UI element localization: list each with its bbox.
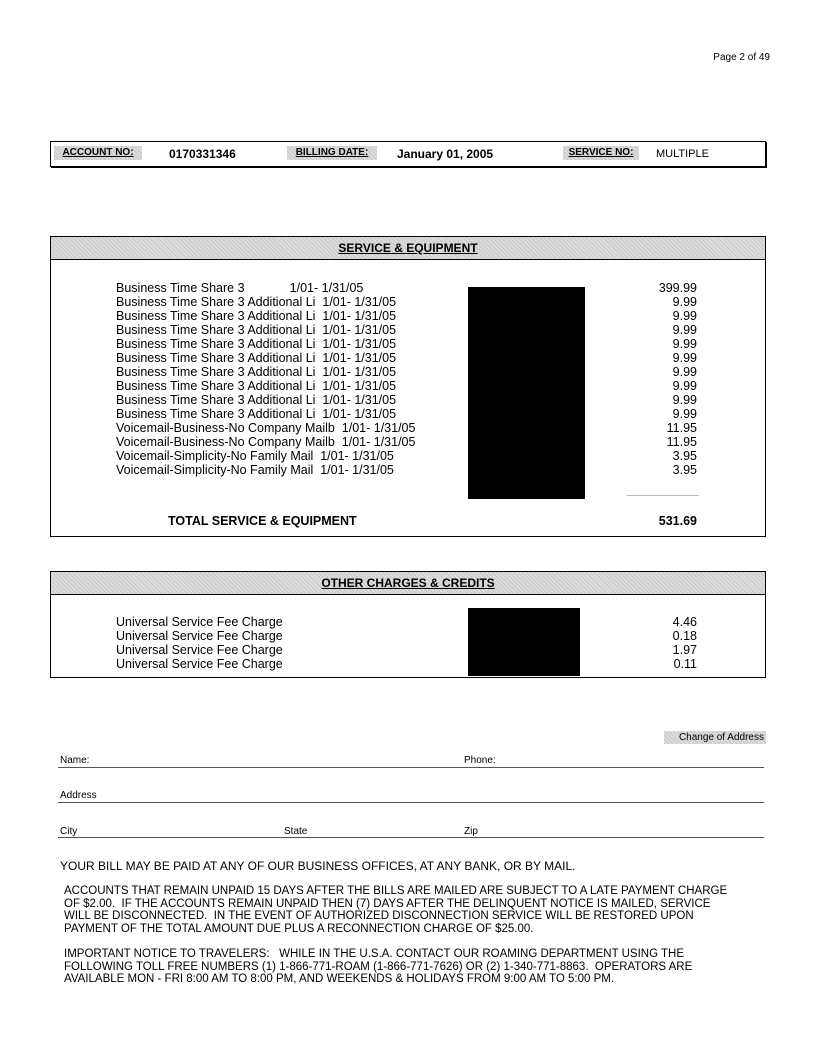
change-of-address-label: Change of Address [664,731,766,744]
address-line[interactable] [58,802,764,803]
se-item-amount: 11.95 [666,435,697,449]
total-service-value: 531.69 [658,514,697,528]
redaction-block [468,287,585,499]
notice-line: FOLLOWING TOLL FREE NUMBERS (1) 1-866-771-ROAM (1-866-771-7626) OR (2) 1-340-771-8863. OPERATORS ARE [64,960,693,973]
se-item-description: Business Time Share 3 Additional Li 1/01- 1/31/05 [116,379,397,393]
total-service-label: TOTAL SERVICE & EQUIPMENT [168,514,357,528]
se-item-amount: 9.99 [672,407,697,421]
oc-item-description: Universal Service Fee Charge [116,615,283,629]
address-label: Address [60,790,97,801]
se-item-amount: 9.99 [672,351,697,365]
service-number-value: MULTIPLE [656,148,709,160]
se-item-amount: 3.95 [672,449,697,463]
payment-info-notice: YOUR BILL MAY BE PAID AT ANY OF OUR BUSINESS OFFICES, AT ANY BANK, OR BY MAIL. [60,859,576,873]
oc-item-description: Universal Service Fee Charge [116,643,283,657]
se-item-description: Business Time Share 3 Additional Li 1/01- 1/31/05 [116,323,397,337]
se-item-amount: 9.99 [672,393,697,407]
city-label: City [60,826,78,837]
se-item-description: Voicemail-Business-No Company Mailb 1/01- 1/31/05 [116,421,416,435]
se-item-description: Voicemail-Simplicity-No Family Mail 1/01- 1/31/05 [116,463,394,477]
se-item-description: Business Time Share 3 Additional Li 1/01- 1/31/05 [116,407,397,421]
account-bar [50,141,766,167]
redaction-block [468,608,580,676]
se-item-amount: 9.99 [672,337,697,351]
se-item-description: Voicemail-Simplicity-No Family Mail 1/01- 1/31/05 [116,449,394,463]
se-item-description: Business Time Share 3 Additional Li 1/01- 1/31/05 [116,351,397,365]
se-item-amount: 9.99 [672,379,697,393]
notice-line: ACCOUNTS THAT REMAIN UNPAID 15 DAYS AFTER THE BILLS ARE MAILED ARE SUBJECT TO A LATE PAYMENT CHARGE [64,885,728,897]
phone-label: Phone: [464,755,496,766]
service-number-label: SERVICE NO: [563,146,639,160]
late-payment-notice [64,885,727,935]
oc-item-amount: 1.97 [672,643,697,657]
se-item-amount: 9.99 [672,365,697,379]
name-phone-line[interactable] [58,767,764,768]
se-item-description: Business Time Share 3 1/01- 1/31/05 [116,281,364,295]
se-item-amount: 9.99 [672,323,697,337]
billing-date-label: BILLING DATE: [287,146,377,160]
oc-item-description: Universal Service Fee Charge [116,657,283,671]
notice-line: IMPORTANT NOTICE TO TRAVELERS: WHILE IN THE U.S.A. CONTACT OUR ROAMING DEPARTMENT USING THE [64,948,685,960]
name-label: Name: [60,755,90,766]
se-item-amount: 11.95 [666,421,697,435]
account-number-value: 0170331346 [169,147,236,161]
se-item-amount: 3.95 [672,463,697,477]
se-item-description: Voicemail-Business-No Company Mailb 1/01- 1/31/05 [116,435,416,449]
other-charges-heading: OTHER CHARGES & CREDITS [51,572,765,595]
se-item-amount: 9.99 [672,295,697,309]
oc-item-amount: 0.18 [672,629,697,643]
notice-line: OF $2.00. IF THE ACCOUNTS REMAIN UNPAID THEN (7) DAYS AFTER THE DELINQUENT NOTICE IS MAILED, SERVICE [64,897,711,910]
zip-label: Zip [464,826,478,837]
notice-line: PAYMENT OF THE TOTAL AMOUNT DUE PLUS A RECONNECTION CHARGE OF $25.00. [64,922,534,935]
travelers-notice [64,948,692,986]
billing-date-value: January 01, 2005 [397,147,494,161]
city-state-zip-line[interactable] [58,837,764,838]
se-item-amount: 9.99 [672,309,697,323]
se-item-amount: 399.99 [658,281,697,295]
se-item-description: Business Time Share 3 Additional Li 1/01- 1/31/05 [116,295,397,309]
state-label: State [284,826,308,837]
other-charges-section [50,571,766,678]
page-number: Page 2 of 49 [713,52,770,63]
account-number-label: ACCOUNT NO: [54,146,142,160]
se-item-description: Business Time Share 3 Additional Li 1/01- 1/31/05 [116,365,397,379]
oc-item-amount: 0.11 [673,657,697,671]
subtotal-rule [627,495,699,496]
oc-item-amount: 4.46 [672,615,697,629]
notice-line: WILL BE DISCONNECTED. IN THE EVENT OF AUTHORIZED DISCONNECTION SERVICE WILL BE RESTORED UPON [64,910,694,922]
service-equipment-heading: SERVICE & EQUIPMENT [51,237,765,260]
se-item-description: Business Time Share 3 Additional Li 1/01- 1/31/05 [116,309,397,323]
se-item-description: Business Time Share 3 Additional Li 1/01- 1/31/05 [116,393,397,407]
service-equipment-section [50,236,766,537]
oc-item-description: Universal Service Fee Charge [116,629,283,643]
se-item-description: Business Time Share 3 Additional Li 1/01- 1/31/05 [116,337,397,351]
notice-line: AVAILABLE MON - FRI 8:00 AM TO 8:00 PM, AND WEEKENDS & HOLIDAYS FROM 9:00 AM TO 5:00 PM. [64,973,615,985]
